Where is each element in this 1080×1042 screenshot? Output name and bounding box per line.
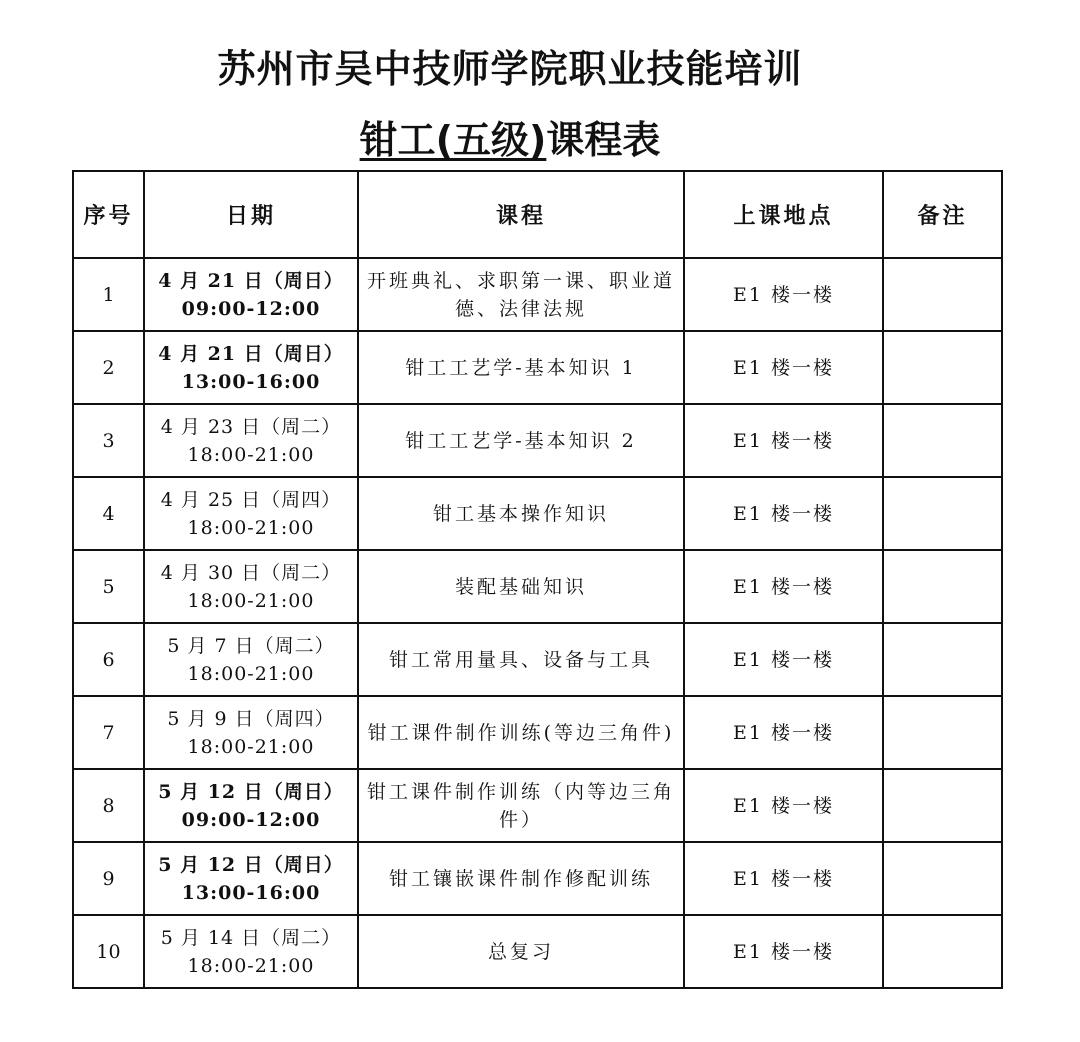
table-row	[73, 769, 1002, 842]
cell-seq: 1	[73, 258, 144, 331]
cell-seq: 4	[73, 477, 144, 550]
document-subtitle	[0, 115, 1020, 165]
cell-note	[883, 404, 1002, 477]
cell-course: 钳工基本操作知识	[358, 477, 684, 550]
cell-date	[144, 623, 358, 696]
cell-seq: 8	[73, 769, 144, 842]
cell-course: 开班典礼、求职第一课、职业道德、法律法规	[358, 258, 684, 331]
date-time: 09:00-12:00	[181, 297, 321, 320]
subtitle-course-name: 钳工(五级)	[359, 118, 547, 162]
date-time: 13:00-16:00	[181, 881, 321, 904]
date-day: 4 月 21 日（周日）	[158, 342, 344, 365]
date-time: 09:00-12:00	[181, 808, 321, 831]
cell-note	[883, 769, 1002, 842]
cell-date	[144, 915, 358, 988]
cell-date	[144, 404, 358, 477]
table-row	[73, 258, 1002, 331]
subtitle-suffix: 课程表	[546, 118, 661, 162]
date-time: 13:00-16:00	[181, 370, 321, 393]
cell-date	[144, 258, 358, 331]
date-day: 4 月 30 日（周二）	[160, 561, 342, 584]
cell-course: 钳工工艺学-基本知识 2	[358, 404, 684, 477]
cell-seq: 5	[73, 550, 144, 623]
cell-course: 装配基础知识	[358, 550, 684, 623]
cell-course: 钳工工艺学-基本知识 1	[358, 331, 684, 404]
cell-place: E1 楼一楼	[684, 842, 883, 915]
date-day: 4 月 23 日（周二）	[160, 415, 342, 438]
cell-note	[883, 331, 1002, 404]
date-day: 5 月 14 日（周二）	[160, 926, 342, 949]
date-time: 18:00-21:00	[187, 735, 315, 758]
date-time: 18:00-21:00	[187, 589, 315, 612]
date-day: 4 月 25 日（周四）	[160, 488, 342, 511]
cell-place: E1 楼一楼	[684, 550, 883, 623]
cell-course: 总复习	[358, 915, 684, 988]
cell-date	[144, 696, 358, 769]
header-seq: 序号	[73, 171, 144, 258]
table-row	[73, 915, 1002, 988]
cell-place: E1 楼一楼	[684, 696, 883, 769]
table-row	[73, 623, 1002, 696]
cell-place: E1 楼一楼	[684, 915, 883, 988]
header-row	[73, 171, 1002, 258]
table-row	[73, 550, 1002, 623]
date-day: 5 月 12 日（周日）	[158, 780, 344, 803]
date-time: 18:00-21:00	[187, 662, 315, 685]
cell-course: 钳工课件制作训练（内等边三角件）	[358, 769, 684, 842]
table-row	[73, 404, 1002, 477]
cell-date	[144, 331, 358, 404]
cell-seq: 2	[73, 331, 144, 404]
header-course: 课程	[358, 171, 684, 258]
cell-place: E1 楼一楼	[684, 477, 883, 550]
cell-course: 钳工常用量具、设备与工具	[358, 623, 684, 696]
cell-course: 钳工课件制作训练(等边三角件)	[358, 696, 684, 769]
cell-note	[883, 915, 1002, 988]
cell-date	[144, 550, 358, 623]
document-title: 苏州市吴中技师学院职业技能培训	[217, 47, 803, 91]
cell-place: E1 楼一楼	[684, 404, 883, 477]
cell-course: 钳工镶嵌课件制作修配训练	[358, 842, 684, 915]
cell-place: E1 楼一楼	[684, 769, 883, 842]
cell-date	[144, 769, 358, 842]
cell-place: E1 楼一楼	[684, 331, 883, 404]
cell-seq: 10	[73, 915, 144, 988]
cell-seq: 3	[73, 404, 144, 477]
cell-note	[883, 550, 1002, 623]
cell-place: E1 楼一楼	[684, 258, 883, 331]
cell-place: E1 楼一楼	[684, 623, 883, 696]
cell-seq: 9	[73, 842, 144, 915]
cell-note	[883, 623, 1002, 696]
cell-note	[883, 696, 1002, 769]
header-date: 日期	[144, 171, 358, 258]
date-day: 4 月 21 日（周日）	[158, 269, 344, 292]
table-row	[73, 331, 1002, 404]
schedule-table	[72, 170, 1003, 989]
cell-note	[883, 842, 1002, 915]
date-day: 5 月 9 日（周四）	[167, 707, 335, 730]
date-day: 5 月 7 日（周二）	[167, 634, 335, 657]
schedule-body	[73, 258, 1002, 988]
date-time: 18:00-21:00	[187, 443, 315, 466]
cell-seq: 6	[73, 623, 144, 696]
date-time: 18:00-21:00	[187, 954, 315, 977]
table-row	[73, 696, 1002, 769]
table-row	[73, 477, 1002, 550]
date-time: 18:00-21:00	[187, 516, 315, 539]
cell-date	[144, 477, 358, 550]
header-note: 备注	[883, 171, 1002, 258]
cell-seq: 7	[73, 696, 144, 769]
cell-date	[144, 842, 358, 915]
header-place: 上课地点	[684, 171, 883, 258]
cell-note	[883, 477, 1002, 550]
cell-note	[883, 258, 1002, 331]
date-day: 5 月 12 日（周日）	[158, 853, 344, 876]
table-row	[73, 842, 1002, 915]
